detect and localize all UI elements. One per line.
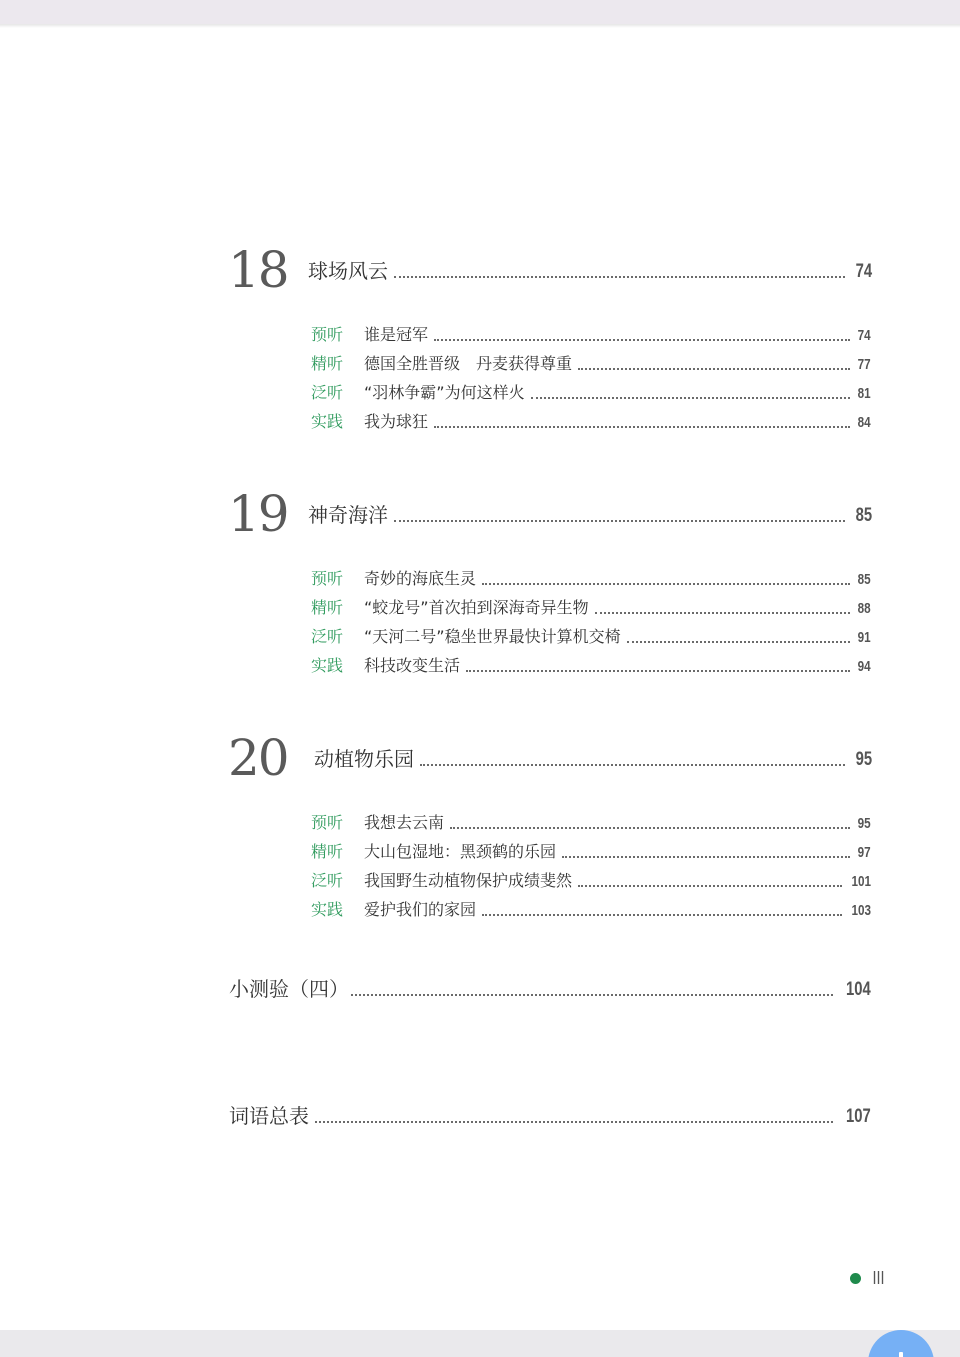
- unit-title: 球场风云: [308, 259, 388, 283]
- unit-title: 神奇海洋: [308, 503, 388, 527]
- page-number: 95: [857, 815, 871, 832]
- lesson-title: “羽林争霸”为何这样火: [364, 383, 525, 402]
- lesson-title: 爱护我们的家园: [364, 900, 477, 919]
- leader-dots: [562, 856, 850, 858]
- lesson-tag: 泛听: [311, 871, 344, 890]
- page-number: 81: [857, 385, 871, 402]
- leader-dots: [351, 994, 833, 996]
- glossary-title: 词语总表: [229, 1104, 309, 1128]
- leader-dots: [420, 764, 845, 766]
- lesson-title: “天河二号”稳坐世界最快计算机交椅: [364, 627, 621, 646]
- unit-title-line: [308, 256, 872, 284]
- page-number: 74: [857, 327, 871, 344]
- leader-dots: [315, 1121, 833, 1123]
- lesson-title: 我国野生动植物保护成绩斐然: [364, 871, 573, 890]
- leader-dots: [578, 368, 850, 370]
- lesson-title: 科技改变生活: [364, 656, 461, 675]
- lesson-title: 大山包湿地：黑颈鹤的乐园: [364, 842, 557, 861]
- lesson-tag: 实践: [311, 412, 344, 431]
- roman-page-number: III: [872, 1268, 885, 1288]
- bottom-toolbar: [0, 1330, 960, 1357]
- lesson-title: “蛟龙号”首次拍到深海奇异生物: [364, 598, 589, 617]
- lesson-title: 奇妙的海底生灵: [364, 569, 477, 588]
- unit-heading[interactable]: [228, 486, 873, 542]
- lesson-tag: 预听: [311, 813, 344, 832]
- lesson-title: 我为球狂: [364, 412, 429, 431]
- lesson-entry[interactable]: [311, 382, 871, 404]
- unit-heading[interactable]: [228, 730, 873, 786]
- page-number: 77: [857, 356, 871, 373]
- lesson-tag: 泛听: [311, 627, 344, 646]
- page-number: 85: [857, 571, 871, 588]
- plus-icon: [899, 1352, 903, 1357]
- page-number: 84: [857, 414, 871, 431]
- lesson-tag: 实践: [311, 656, 344, 675]
- lesson-tag: 精听: [311, 598, 344, 617]
- lesson-entry[interactable]: [311, 655, 871, 677]
- unit-number: 20: [228, 729, 288, 787]
- lesson-entry[interactable]: [311, 597, 871, 619]
- leader-dots: [595, 612, 851, 614]
- page-number: 94: [857, 658, 871, 675]
- page-number: 88: [857, 600, 871, 617]
- lesson-tag: 泛听: [311, 383, 344, 402]
- lesson-entry[interactable]: [311, 324, 871, 346]
- lesson-tag: 预听: [311, 569, 344, 588]
- lesson-title: 德国全胜晋级 丹麦获得尊重: [364, 354, 573, 373]
- leader-dots: [434, 339, 850, 341]
- lesson-title: 我想去云南: [364, 813, 445, 832]
- page-number: 85: [855, 505, 872, 526]
- unit-title-line: [308, 500, 872, 528]
- leader-dots: [466, 670, 850, 672]
- leader-dots: [531, 397, 851, 399]
- quiz-entry[interactable]: [229, 974, 871, 1002]
- lesson-tag: 精听: [311, 354, 344, 373]
- lesson-entry[interactable]: [311, 870, 871, 892]
- green-dot-icon: [850, 1273, 861, 1284]
- lesson-entry[interactable]: [311, 411, 871, 433]
- page-footer: [850, 1268, 886, 1289]
- leader-dots: [394, 276, 845, 278]
- glossary-entry[interactable]: [229, 1101, 871, 1129]
- lesson-tag: 实践: [311, 900, 344, 919]
- page-number: 74: [855, 261, 872, 282]
- leader-dots: [482, 583, 850, 585]
- lesson-tag: 精听: [311, 842, 344, 861]
- lesson-entry[interactable]: [311, 812, 871, 834]
- unit-heading[interactable]: [228, 242, 873, 298]
- leader-dots: [394, 520, 845, 522]
- lesson-entry[interactable]: [311, 353, 871, 375]
- unit-title-line: [314, 744, 872, 772]
- lesson-entry[interactable]: [311, 568, 871, 590]
- quiz-title: 小测验（四）: [229, 977, 349, 1001]
- page-number: 95: [855, 749, 872, 770]
- lesson-entry[interactable]: [311, 899, 871, 921]
- leader-dots: [434, 426, 850, 428]
- leader-dots: [482, 914, 842, 916]
- page-number: 101: [851, 873, 871, 890]
- unit-number: 18: [228, 241, 288, 299]
- leader-dots: [578, 885, 842, 887]
- lesson-entry[interactable]: [311, 626, 871, 648]
- unit-number: 19: [228, 485, 288, 543]
- leader-dots: [450, 827, 850, 829]
- leader-dots: [627, 641, 851, 643]
- unit-title: 动植物乐园: [314, 747, 414, 771]
- page-number: 104: [846, 979, 871, 1000]
- page-number: 97: [857, 844, 871, 861]
- page-number: 107: [846, 1106, 871, 1127]
- page-number: 103: [851, 902, 871, 919]
- lesson-title: 谁是冠军: [364, 325, 429, 344]
- lesson-entry[interactable]: [311, 841, 871, 863]
- lesson-tag: 预听: [311, 325, 344, 344]
- page-number: 91: [857, 629, 871, 646]
